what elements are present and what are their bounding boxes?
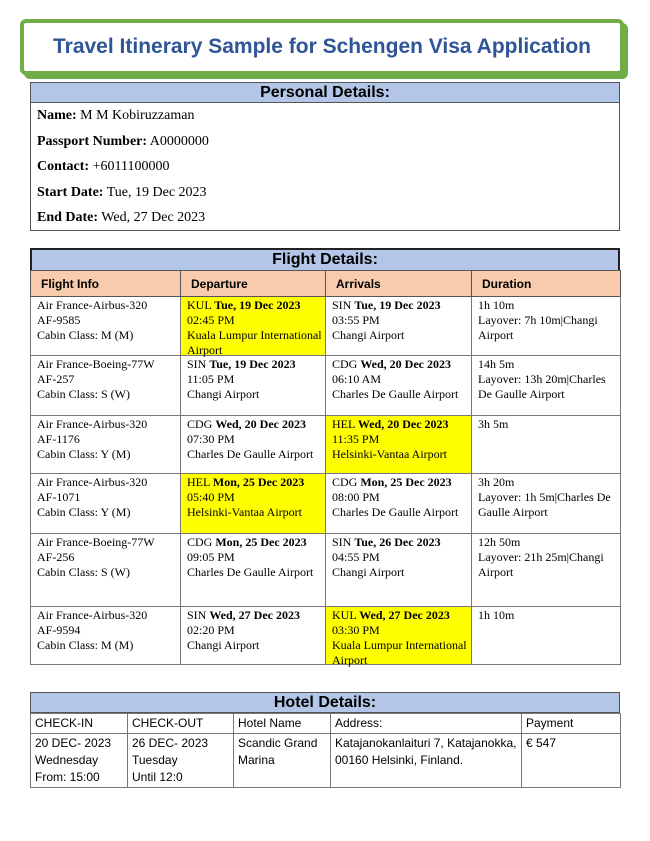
arrival-cell-content: [332, 357, 471, 402]
duration-line: Layover: 21h 25m|Changi Airport: [478, 550, 604, 579]
flight-leg-code-date: [187, 357, 325, 372]
departure-cell-content: [187, 608, 325, 653]
duration-line: Layover: 1h 5m|Charles De Gaulle Airport: [478, 490, 611, 519]
flight-leg-code-date: [332, 475, 471, 490]
duration-cell: [472, 474, 621, 534]
hotel-details-heading: Hotel Details:: [30, 692, 620, 713]
airport-code: SIN: [187, 608, 210, 622]
airport-code: HEL: [187, 475, 213, 489]
flight-date: Mon, 25 Dec 2023: [215, 535, 307, 549]
departure-cell-content: [187, 417, 325, 462]
flight-info-line: AF-257: [37, 372, 75, 386]
duration-cell: [472, 356, 621, 416]
duration-cell: [472, 607, 621, 665]
personal-detail-row: [31, 180, 619, 206]
hotel-column-header: CHECK-IN: [31, 714, 128, 734]
arrival-cell: [326, 416, 472, 474]
duration-line: Layover: 13h 20m|Charles De Gaulle Airport: [478, 372, 606, 401]
airport-name: Helsinki-Vantaa Airport: [187, 505, 302, 519]
flight-leg-code-date: [187, 475, 325, 490]
flight-info-line: Air France-Airbus-320: [37, 475, 148, 489]
flight-column-header: Duration: [472, 271, 621, 297]
flight-info-cell: [31, 474, 181, 534]
airport-name: Changi Airport: [187, 387, 260, 401]
departure-cell-content: [181, 474, 325, 533]
flight-date: Tue, 19 Dec 2023: [209, 357, 296, 371]
hotel-table: [30, 713, 621, 788]
flight-info-cell: [31, 297, 181, 356]
flight-date: Mon, 25 Dec 2023: [360, 475, 452, 489]
arrival-cell-content: [326, 607, 471, 667]
hotel-checkin-cell-line: Wednesday: [35, 753, 99, 767]
flight-time: 08:00 PM: [332, 490, 380, 504]
hotel-payment-cell: € 547: [522, 734, 621, 788]
flight-column-header: Flight Info: [31, 271, 181, 297]
hotel-checkout-cell: [128, 734, 234, 788]
flight-date: Tue, 19 Dec 2023: [214, 298, 301, 312]
flight-leg-code-date: [332, 298, 471, 313]
arrival-cell-content: [326, 416, 471, 473]
flight-info-line: Cabin Class: M (M): [37, 638, 134, 652]
flight-date: Wed, 27 Dec 2023: [209, 608, 300, 622]
duration-line: 3h 20m: [478, 475, 515, 489]
flight-time: 06:10 AM: [332, 372, 382, 386]
duration-cell: [472, 416, 621, 474]
flight-info-line: Cabin Class: M (M): [37, 328, 134, 342]
flight-time: 02:20 PM: [187, 623, 235, 637]
hotel-column-header: Address:: [331, 714, 522, 734]
arrival-cell-content: [332, 535, 471, 580]
personal-detail-label: Name:: [37, 108, 77, 123]
airport-code: HEL: [332, 417, 358, 431]
personal-detail-row: [31, 154, 619, 180]
flight-leg-code-date: [332, 535, 471, 550]
hotel-checkin-cell-line: 20 DEC- 2023: [35, 736, 112, 750]
flight-date: Wed, 20 Dec 2023: [357, 417, 449, 431]
departure-cell-content: [187, 535, 325, 580]
airport-code: KUL: [187, 298, 215, 312]
flight-info-line: AF-1176: [37, 432, 80, 446]
flight-leg-code-date: [187, 417, 325, 432]
hotel-column-header: Payment: [522, 714, 621, 734]
flight-info-cell: [31, 356, 181, 416]
hotel-checkin-cell-line: From: 15:00: [35, 770, 100, 784]
airport-name: Charles De Gaulle Airport: [332, 505, 459, 519]
flight-date: Wed, 27 Dec 2023: [359, 608, 450, 622]
flight-date: Tue, 19 Dec 2023: [354, 298, 441, 312]
flight-table: [30, 270, 621, 665]
hotel-column-header: CHECK-OUT: [128, 714, 234, 734]
departure-cell: [181, 297, 326, 356]
flight-column-header: Arrivals: [326, 271, 472, 297]
flight-column-header: Departure: [181, 271, 326, 297]
flight-row: [31, 474, 621, 534]
departure-cell: [181, 607, 326, 665]
flight-time: 03:30 PM: [332, 623, 380, 637]
personal-details-section: [30, 82, 620, 231]
duration-line: Layover: 7h 10m|Changi Airport: [478, 313, 598, 342]
hotel-address-cell: Katajanokanlaituri 7, Katajanokka, 00160 Helsinki, Finland.: [331, 734, 522, 788]
departure-cell: [181, 416, 326, 474]
departure-cell: [181, 356, 326, 416]
arrival-cell: [326, 356, 472, 416]
airport-name: Changi Airport: [187, 638, 260, 652]
flight-info-line: Air France-Boeing-77W: [37, 535, 155, 549]
flight-row: [31, 607, 621, 665]
duration-line: 12h 50m: [478, 535, 521, 549]
duration-line: 1h 10m: [478, 298, 515, 312]
personal-detail-value: Wed, 27 Dec 2023: [98, 210, 206, 225]
airport-code: SIN: [332, 298, 355, 312]
departure-cell-content: [181, 297, 325, 355]
arrival-cell: [326, 534, 472, 607]
personal-detail-label: End Date:: [37, 210, 99, 225]
personal-detail-label: Passport Number:: [37, 133, 148, 149]
flight-date: Wed, 20 Dec 2023: [360, 357, 451, 371]
hotel-checkout-cell-line: Until 12:0: [132, 770, 183, 784]
hotel-column-header: Hotel Name: [234, 714, 331, 734]
airport-code: KUL: [332, 608, 360, 622]
flight-info-line: Air France-Boeing-77W: [37, 357, 155, 371]
document-title: Travel Itinerary Sample for Schengen Visa Application: [52, 35, 591, 58]
flight-info-cell: [31, 607, 181, 665]
hotel-checkout-cell-line: Tuesday: [132, 753, 178, 767]
personal-detail-value: +6011100000: [89, 159, 170, 174]
flight-time: 04:55 PM: [332, 550, 380, 564]
duration-line: 1h 10m: [478, 608, 515, 622]
flight-info-line: Cabin Class: Y (M): [37, 505, 131, 519]
airport-name: Changi Airport: [332, 565, 405, 579]
flight-info-line: Air France-Airbus-320: [37, 298, 148, 312]
arrival-cell: [326, 297, 472, 356]
flight-info-line: AF-1071: [37, 490, 81, 504]
flight-time: 07:30 PM: [187, 432, 235, 446]
flight-info-line: AF-9594: [37, 623, 81, 637]
document-title-box: [20, 19, 624, 75]
airport-name: Kuala Lumpur International Airport: [187, 328, 322, 357]
arrival-cell: [326, 607, 472, 665]
flight-leg-code-date: [187, 535, 325, 550]
airport-code: CDG: [187, 417, 216, 431]
flight-info-cell: [31, 416, 181, 474]
flight-date: Mon, 25 Dec 2023: [212, 475, 305, 489]
flight-leg-code-date: [187, 608, 325, 623]
hotel-details-section: [30, 692, 620, 788]
flight-row: [31, 356, 621, 416]
personal-details-heading: Personal Details:: [31, 83, 619, 103]
duration-cell: [472, 534, 621, 607]
flight-info-line: AF-256: [37, 550, 75, 564]
airport-name: Charles De Gaulle Airport: [332, 387, 459, 401]
flight-time: 03:55 PM: [332, 313, 380, 327]
flight-time: 11:35 PM: [332, 432, 380, 446]
airport-name: Kuala Lumpur International Airport: [332, 638, 467, 667]
personal-detail-row: [31, 205, 619, 231]
arrival-cell: [326, 474, 472, 534]
airport-name: Changi Airport: [332, 328, 405, 342]
personal-detail-row: [31, 103, 619, 129]
personal-detail-row: [31, 129, 619, 155]
hotel-name-cell: Scandic Grand Marina: [234, 734, 331, 788]
flight-leg-code-date: [187, 298, 325, 313]
arrival-cell-content: [332, 475, 471, 520]
personal-detail-label: Start Date:: [37, 184, 104, 200]
departure-cell: [181, 474, 326, 534]
personal-detail-value: Tue, 19 Dec 2023: [103, 184, 207, 200]
flight-leg-code-date: [332, 417, 471, 432]
flight-date: Wed, 20 Dec 2023: [215, 417, 306, 431]
flight-info-line: AF-9585: [37, 313, 81, 327]
flight-leg-code-date: [332, 608, 471, 623]
duration-line: 3h 5m: [478, 417, 509, 431]
flight-info-cell: [31, 534, 181, 607]
personal-detail-label: Contact:: [37, 159, 90, 174]
flight-info-line: Cabin Class: S (W): [37, 565, 130, 579]
flight-info-line: Cabin Class: S (W): [37, 387, 130, 401]
airport-code: SIN: [332, 535, 355, 549]
arrival-cell-content: [332, 298, 471, 343]
hotel-checkin-cell: [31, 734, 128, 788]
departure-cell-content: [187, 357, 325, 402]
flight-row: [31, 416, 621, 474]
airport-name: Charles De Gaulle Airport: [187, 565, 314, 579]
airport-code: CDG: [332, 475, 361, 489]
departure-cell: [181, 534, 326, 607]
flight-time: 09:05 PM: [187, 550, 235, 564]
airport-code: CDG: [187, 535, 216, 549]
flight-info-line: Cabin Class: Y (M): [37, 447, 131, 461]
flight-info-line: Air France-Airbus-320: [37, 608, 148, 622]
airport-name: Charles De Gaulle Airport: [187, 447, 314, 461]
flight-time: 02:45 PM: [187, 313, 235, 327]
flight-row: [31, 534, 621, 607]
personal-detail-value: M M Kobiruzzaman: [76, 108, 195, 123]
airport-code: SIN: [187, 357, 210, 371]
flight-date: Tue, 26 Dec 2023: [354, 535, 441, 549]
flight-details-heading: Flight Details:: [30, 248, 620, 270]
airport-name: Helsinki-Vantaa Airport: [332, 447, 447, 461]
flight-leg-code-date: [332, 357, 471, 372]
flight-info-line: Air France-Airbus-320: [37, 417, 148, 431]
flight-details-section: [30, 248, 620, 665]
flight-time: 11:05 PM: [187, 372, 235, 386]
hotel-checkout-cell-line: 26 DEC- 2023: [132, 736, 209, 750]
duration-cell: [472, 297, 621, 356]
duration-line: 14h 5m: [478, 357, 515, 371]
flight-row: [31, 297, 621, 356]
personal-detail-value: A0000000: [147, 133, 209, 149]
airport-code: CDG: [332, 357, 361, 371]
flight-time: 05:40 PM: [187, 490, 235, 504]
